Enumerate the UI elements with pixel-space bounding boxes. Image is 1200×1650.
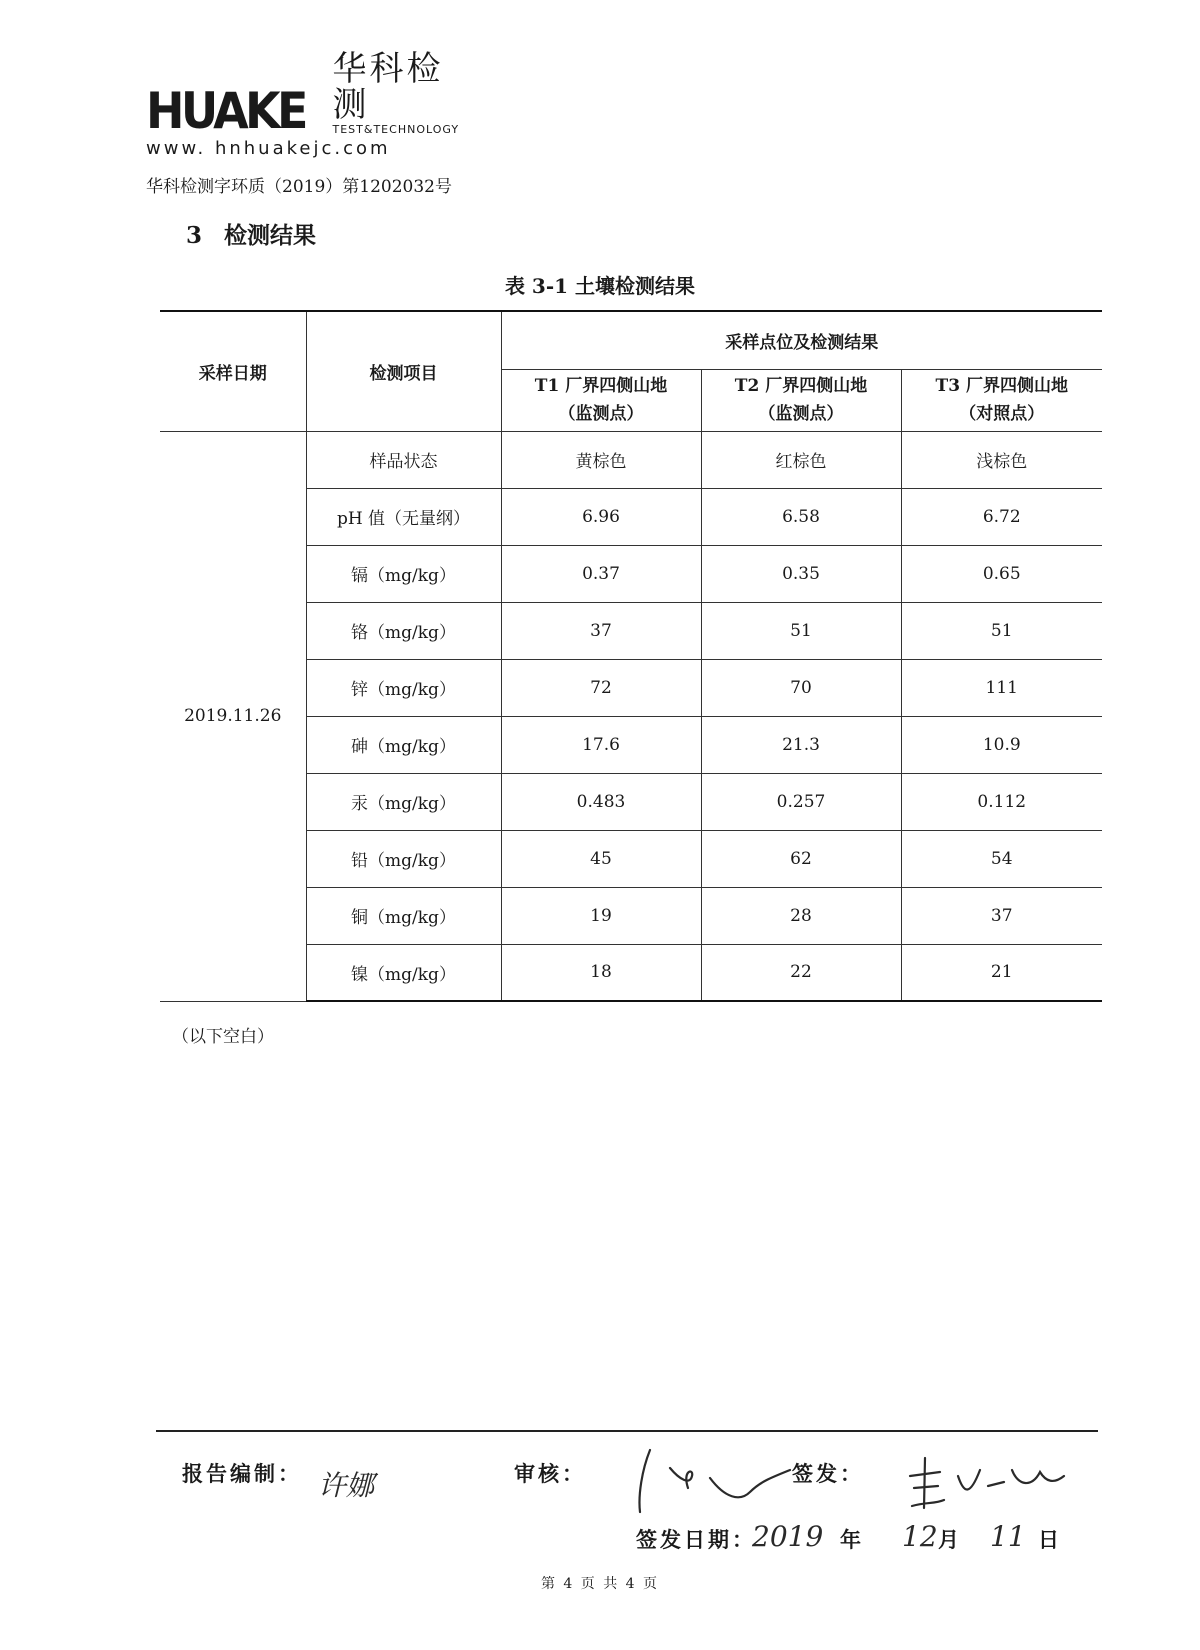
- report-number: 华科检测字环质（2019）第1202032号: [146, 177, 452, 197]
- value-cell: 22: [701, 944, 901, 1001]
- logo-brand: HUAKE: [146, 82, 305, 140]
- value-cell: 0.37: [501, 545, 701, 602]
- value-cell: 黄棕色: [501, 431, 701, 488]
- company-logo: [146, 49, 466, 140]
- value-cell: 70: [701, 659, 901, 716]
- value-cell: 0.483: [501, 773, 701, 830]
- table-caption: 表 3-1 土壤检测结果: [504, 274, 696, 298]
- item-cell: pH 值（无量纲）: [306, 488, 501, 545]
- section-number: 3: [186, 222, 203, 249]
- reviewer-label: 审核：: [514, 1461, 586, 1486]
- item-cell: 铬（mg/kg）: [306, 602, 501, 659]
- value-cell: 0.65: [901, 545, 1102, 602]
- value-cell: 62: [701, 830, 901, 887]
- company-website: www. hnhuakejc.com: [146, 138, 391, 159]
- value-cell: 10.9: [901, 716, 1102, 773]
- soil-results-table: [160, 310, 1102, 1002]
- issuer-signature: [900, 1446, 1070, 1516]
- table-row: [160, 431, 1102, 488]
- value-cell: 6.58: [701, 488, 901, 545]
- value-cell: 19: [501, 887, 701, 944]
- year-label: 年: [840, 1527, 864, 1552]
- value-cell: 37: [501, 602, 701, 659]
- value-cell: 18: [501, 944, 701, 1001]
- value-cell: 红棕色: [701, 431, 901, 488]
- item-cell: 样品状态: [306, 431, 501, 488]
- section-title-text: 检测结果: [224, 222, 317, 249]
- section-heading: [186, 217, 316, 250]
- logo-chinese-name: 华科检测: [332, 49, 444, 125]
- value-cell: 111: [901, 659, 1102, 716]
- header-site-t1: T1 厂界四侧山地 （监测点）: [501, 369, 701, 431]
- header-site-t2: T2 厂界四侧山地 （监测点）: [701, 369, 901, 431]
- item-cell: 镉（mg/kg）: [306, 545, 501, 602]
- value-cell: 17.6: [501, 716, 701, 773]
- header-site-t3: T3 厂界四侧山地 （对照点）: [901, 369, 1102, 431]
- item-cell: 砷（mg/kg）: [306, 716, 501, 773]
- item-cell: 汞（mg/kg）: [306, 773, 501, 830]
- value-cell: 21: [901, 944, 1102, 1001]
- header-test-item: 检测项目: [306, 311, 501, 431]
- table-header-row: [160, 311, 1102, 369]
- item-cell: 镍（mg/kg）: [306, 944, 501, 1001]
- issue-date-label: 签发日期：: [636, 1527, 756, 1552]
- value-cell: 28: [701, 887, 901, 944]
- reviewer-signature: [630, 1440, 800, 1520]
- logo-english-name: TEST&TECHNOLOGY: [332, 123, 460, 136]
- value-cell: 0.35: [701, 545, 901, 602]
- value-cell: 54: [901, 830, 1102, 887]
- issue-month: 12: [902, 1520, 938, 1553]
- value-cell: 21.3: [701, 716, 901, 773]
- value-cell: 0.257: [701, 773, 901, 830]
- header-sampling-date: 采样日期: [160, 311, 306, 431]
- value-cell: 51: [901, 602, 1102, 659]
- month-label: 月: [938, 1527, 962, 1552]
- item-cell: 锌（mg/kg）: [306, 659, 501, 716]
- value-cell: 6.96: [501, 488, 701, 545]
- value-cell: 6.72: [901, 488, 1102, 545]
- report-header: [146, 49, 466, 159]
- value-cell: 51: [701, 602, 901, 659]
- value-cell: 72: [501, 659, 701, 716]
- value-cell: 37: [901, 887, 1102, 944]
- issuer-label: 签发：: [792, 1461, 864, 1486]
- value-cell: 浅棕色: [901, 431, 1102, 488]
- compiler-label: 报告编制：: [182, 1461, 302, 1486]
- item-cell: 铜（mg/kg）: [306, 887, 501, 944]
- issue-year: 2019: [752, 1520, 824, 1553]
- sampling-date-cell: 2019.11.26: [160, 431, 306, 1001]
- blank-below-note: （以下空白）: [172, 1027, 274, 1047]
- issue-day: 11: [990, 1520, 1026, 1553]
- day-label: 日: [1038, 1527, 1062, 1552]
- value-cell: 45: [501, 830, 701, 887]
- compiler-signature: 许娜: [318, 1469, 375, 1502]
- footer-divider: [156, 1430, 1098, 1432]
- item-cell: 铅（mg/kg）: [306, 830, 501, 887]
- value-cell: 0.112: [901, 773, 1102, 830]
- page-number: 第 4 页 共 4 页: [540, 1576, 660, 1592]
- header-site-group: 采样点位及检测结果: [501, 311, 1102, 369]
